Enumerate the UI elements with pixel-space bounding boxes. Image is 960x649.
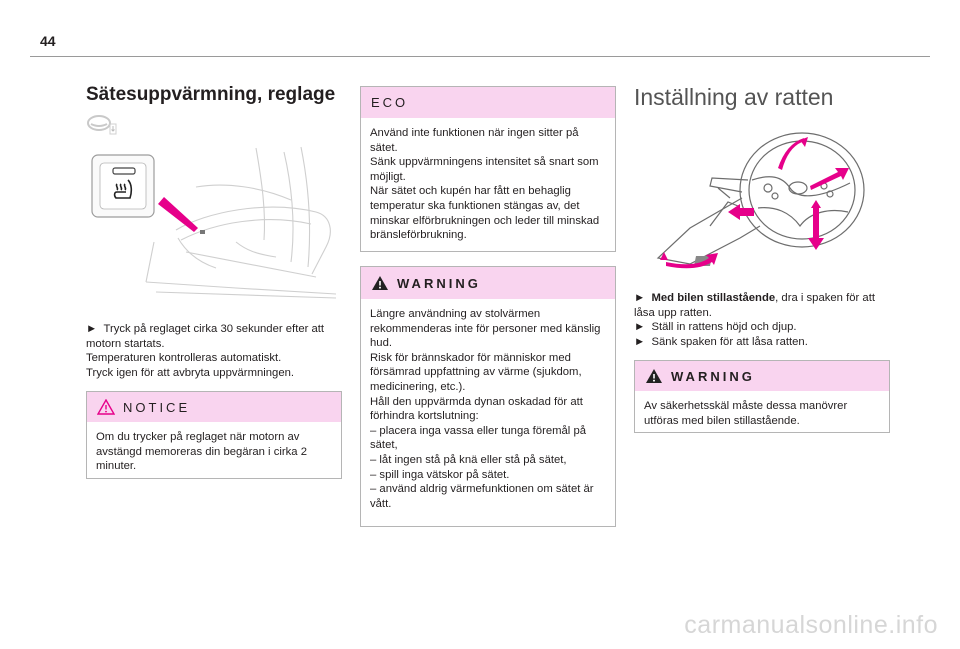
notice-body: [87, 422, 341, 482]
warning-line: – använd aldrig värmefunktionen om sätet är vått.: [370, 483, 594, 510]
warning-body: [361, 299, 615, 519]
left-instruction-2: Temperaturen kontrolleras automatiskt.: [86, 352, 282, 365]
left-instruction-1: [86, 322, 341, 351]
right-instruction-bold: Med bilen stillastående: [651, 292, 776, 304]
left-instruction-3: Tryck igen för att avbryta uppvärmningen.: [86, 366, 295, 379]
bullet-arrow: ►: [634, 292, 646, 304]
notice-text: Om du trycker på reglaget när motorn av avstängd memoreras din begäran i cirka 2 minuter.: [96, 431, 307, 473]
bullet-arrow: ►: [634, 335, 646, 348]
warning-line: Risk för brännskador för människor med försämrad uppfattning av värme (sjukdom, medicinering, etc.).: [370, 351, 582, 393]
right-instruction-text: Sänk spaken för att låsa ratten.: [651, 335, 808, 348]
warning-triangle-icon: [97, 399, 115, 415]
warning-text: Av säkerhetsskäl måste dessa manövrer utföras med bilen stillastående.: [644, 400, 848, 427]
notice-header: [87, 392, 341, 422]
warning-line: Längre användning av stolvärmen rekommenderas inte för personer med känslig hud.: [370, 308, 601, 350]
warning-line: – spill inga vätskor på sätet.: [370, 468, 510, 481]
watermark: carmanualsonline.info: [684, 611, 938, 639]
eco-header: [361, 87, 615, 118]
warning-header: [635, 361, 889, 391]
right-instruction-3: [634, 335, 890, 350]
right-instruction-2: [634, 320, 890, 335]
eco-body: [361, 118, 615, 251]
right-instructions: [634, 291, 890, 349]
warning-line: Håll den uppvärmda dynan oskadad för att förhindra kortslutning:: [370, 395, 583, 423]
eco-title: ECO: [371, 95, 409, 110]
right-instruction-text: Ställ in rattens höjd och djup.: [651, 321, 797, 334]
left-section-title: Sätesuppvärmning, reglage: [86, 84, 336, 105]
eco-line: Använd inte funktionen när ingen sitter på sätet.: [370, 127, 579, 154]
warning-body: [635, 391, 889, 436]
header-divider: [30, 56, 930, 57]
warning-line: – låt ingen stå på knä eller stå på sätet,: [370, 453, 567, 466]
eco-line: Sänk uppvärmningens intensitet så snart som möjligt.: [370, 156, 599, 183]
right-section-title: Inställning av ratten: [634, 84, 834, 110]
eco-box: [360, 86, 616, 252]
notice-title: NOTICE: [123, 399, 191, 415]
bullet-arrow: ►: [86, 323, 98, 335]
warning-box-seat: [360, 266, 616, 527]
eco-line: När sätet och kupén har fått en behaglig temperatur ska funktionen stängas av, det minskar elförbrukningen och leder till minskad bränsleförbrukning.: [370, 185, 600, 242]
warning-title: WARNING: [671, 368, 755, 384]
warning-triangle-icon: [371, 275, 389, 291]
warning-header: [361, 267, 615, 299]
right-instruction-1: [634, 291, 890, 320]
seat-heating-illustration: [86, 142, 346, 302]
left-instruction-text: Tryck på reglaget cirka 30 sekunder efter att motorn startats.: [86, 323, 325, 350]
right-instruction-text: , dra i spaken för att låsa upp ratten.: [634, 292, 875, 319]
steering-wheel-illustration: [650, 128, 872, 278]
left-instructions: [86, 322, 341, 380]
page-number: 44: [40, 33, 56, 49]
warning-line: – placera inga vassa eller tunga föremål på sätet,: [370, 424, 587, 452]
warning-box-steering: [634, 360, 890, 433]
warning-triangle-icon: [645, 368, 663, 384]
bullet-arrow: ►: [634, 321, 646, 334]
warning-title: WARNING: [397, 275, 481, 291]
steering-wheel-small-icon: [86, 114, 118, 136]
notice-box: [86, 391, 342, 479]
